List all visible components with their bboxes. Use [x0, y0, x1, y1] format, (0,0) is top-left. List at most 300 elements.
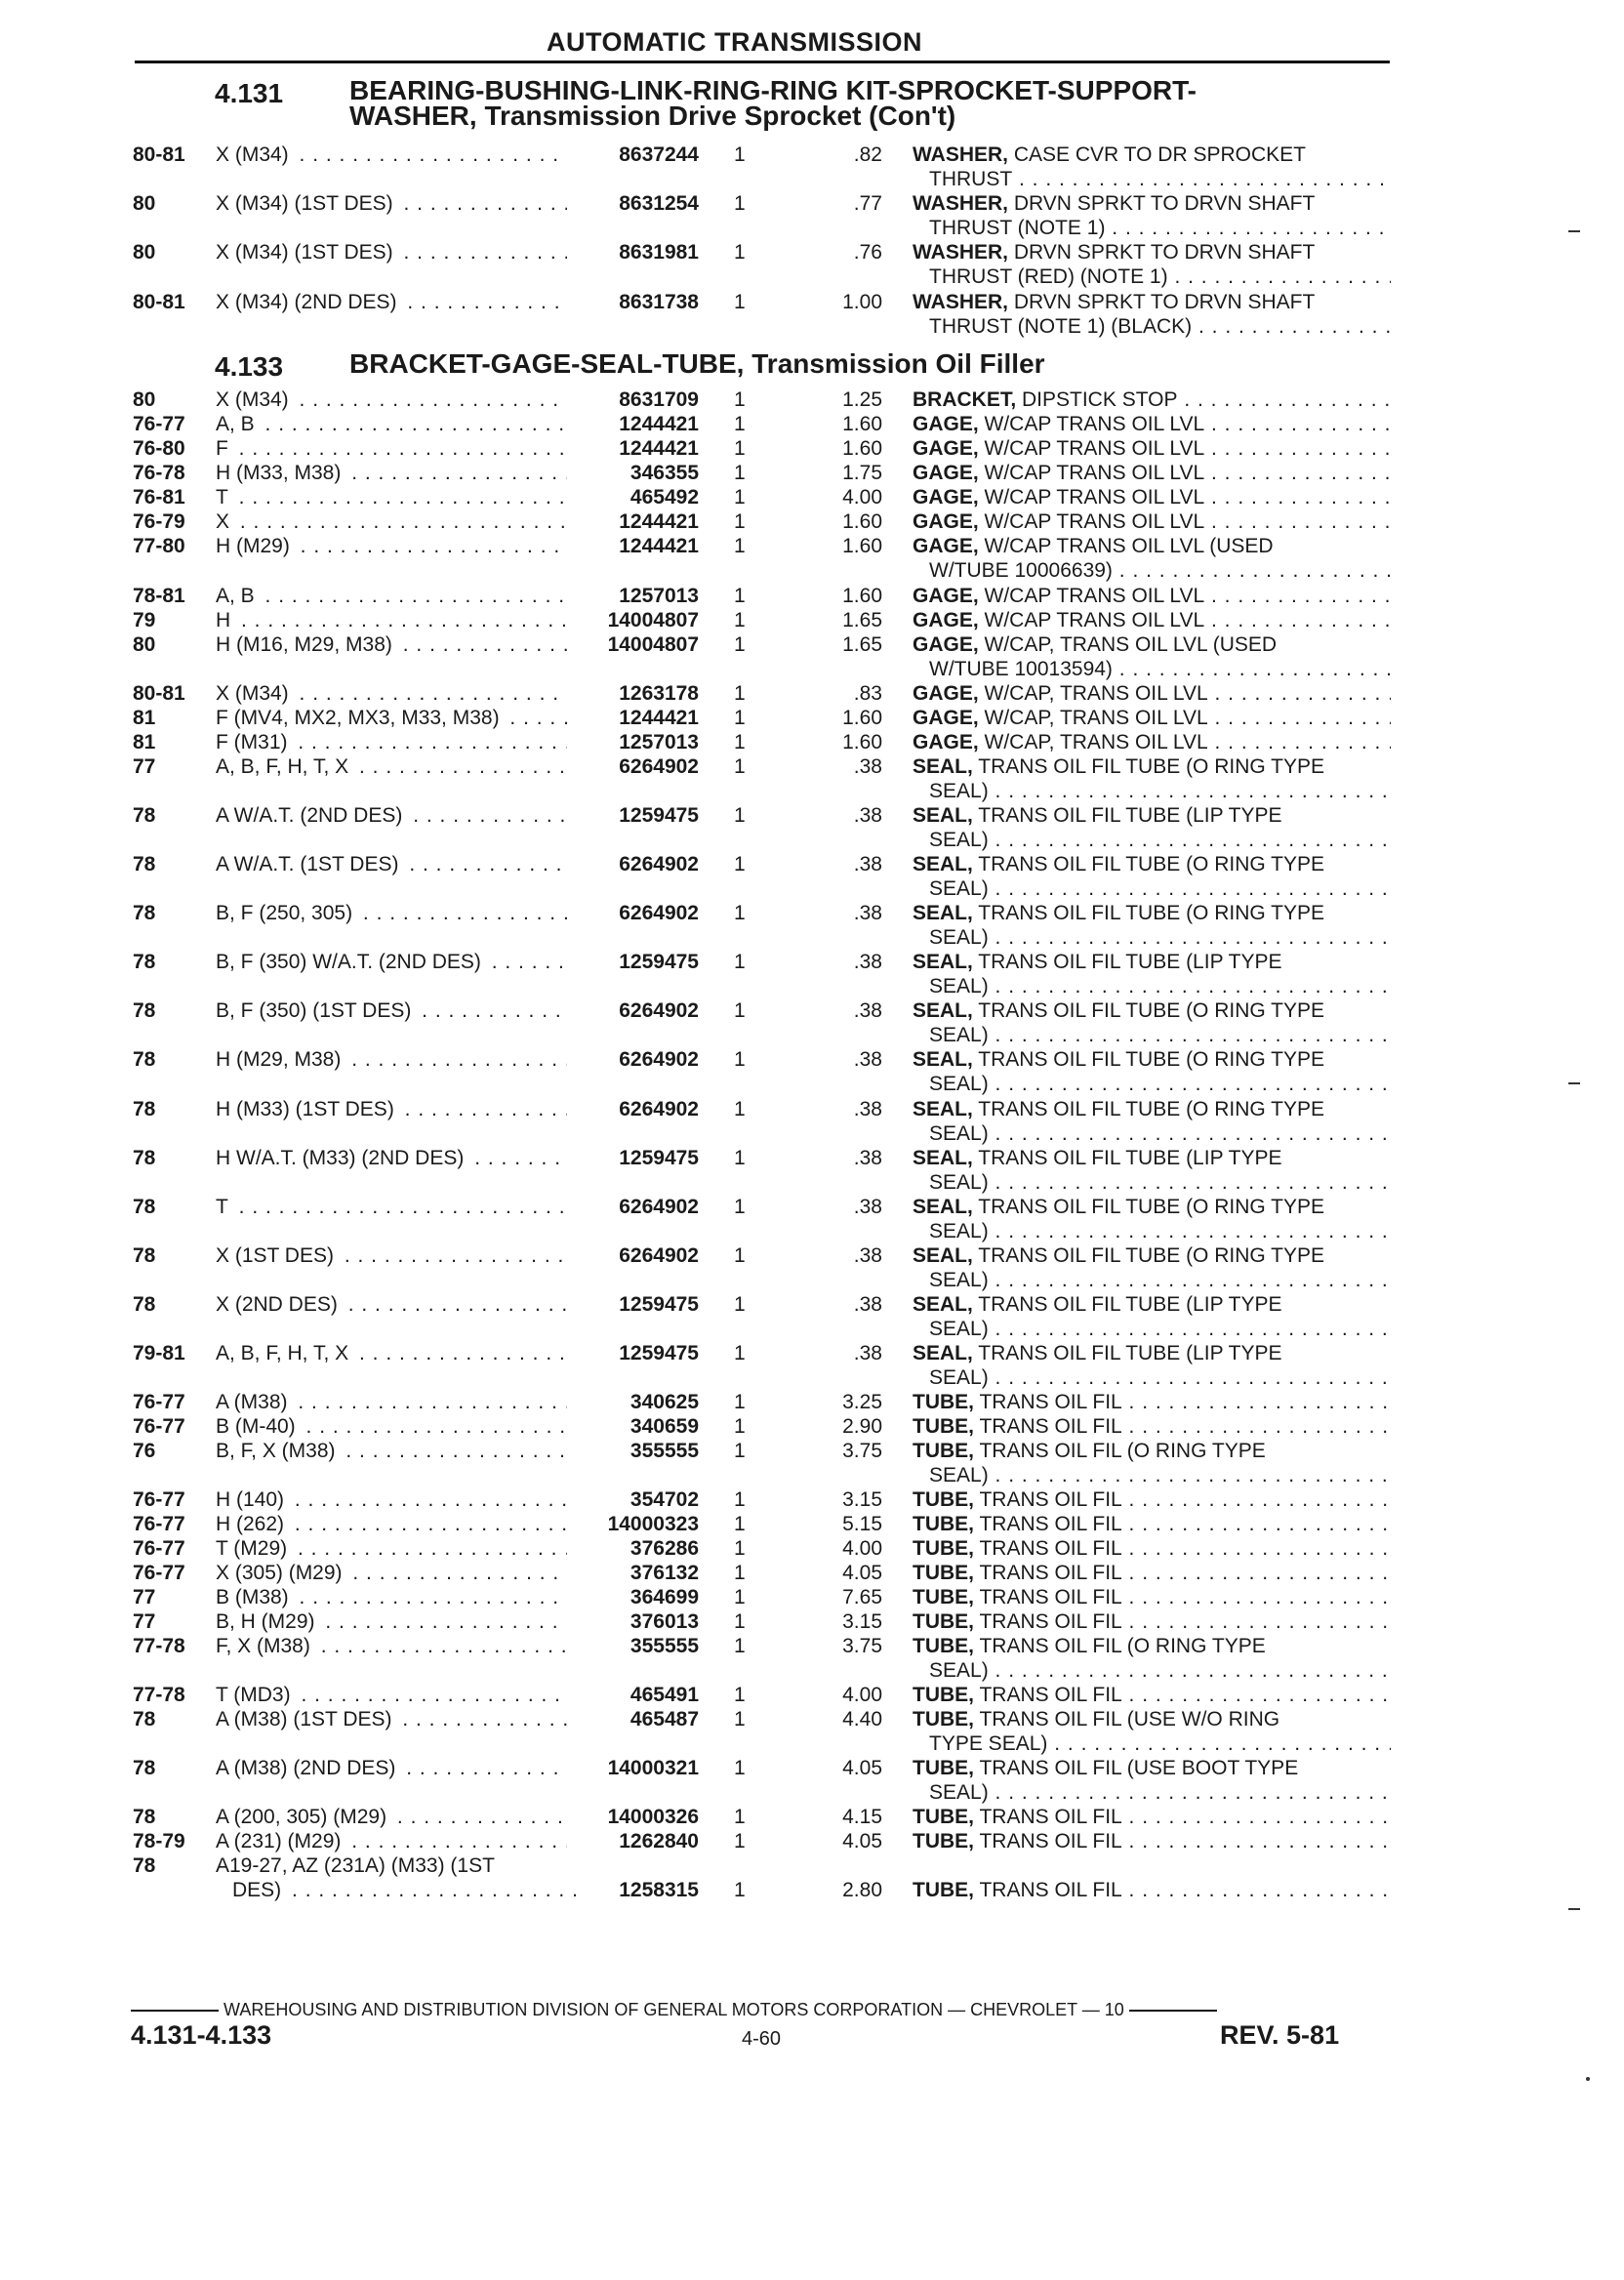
model-text: B, F (350) W/A.T. (2ND DES) — [216, 951, 485, 973]
model-cell — [216, 1561, 567, 1585]
model-cell — [216, 1414, 567, 1439]
year-cell: 76-77 — [133, 1391, 185, 1413]
description-keyword: TUBE, — [913, 1513, 974, 1535]
year-cell: 76-81 — [133, 486, 185, 509]
model-text: B (M38) — [216, 1586, 293, 1608]
description-text: DRVN SPRKT TO DRVN SHAFT — [1008, 241, 1316, 264]
description-line-continued: THRUST . . . — [913, 167, 1391, 191]
quantity-cell: 1 — [734, 1830, 746, 1852]
description-text: W/CAP, TRANS OIL LVL (USED — [978, 633, 1278, 656]
price-cell: 3.25 — [842, 1391, 882, 1413]
price-cell: .38 — [853, 999, 882, 1022]
description-text: TRANS OIL FIL — [974, 1488, 1122, 1511]
description-cell — [913, 461, 1391, 485]
year-cell: 76-77 — [133, 413, 185, 435]
description-text: DIPSTICK STOP — [1016, 388, 1178, 411]
section-title — [349, 348, 1045, 379]
description-cell — [913, 1292, 1391, 1341]
model-cell — [216, 681, 567, 706]
part-number-cell: 1259475 — [619, 951, 699, 973]
section-title-rest: Transmission Drive Sprocket (Con't) — [476, 101, 956, 131]
model-cell — [216, 1829, 567, 1853]
section-title-keyword: WASHER, — [349, 101, 477, 131]
description-cell — [913, 1097, 1391, 1146]
description-text: TRANS OIL FIL TUBE (LIP TYPE — [972, 804, 1282, 827]
part-number-cell: 340659 — [629, 1415, 699, 1438]
footer-section-range: 4.131-4.133 — [131, 2020, 272, 2050]
description-keyword: GAGE, — [913, 510, 979, 533]
year-cell: 78 — [133, 1098, 156, 1120]
year-cell: 80 — [133, 388, 156, 411]
price-cell: 2.90 — [842, 1415, 882, 1438]
model-text: X (M34) (1ST DES) — [216, 192, 397, 215]
quantity-cell: 1 — [734, 1488, 746, 1511]
description-keyword: TUBE, — [913, 1440, 974, 1462]
price-cell: 3.15 — [842, 1488, 882, 1511]
description-cell — [913, 1878, 1391, 1902]
description-line — [913, 1609, 1391, 1634]
description-line-continued: SEAL) . . . — [913, 779, 1391, 803]
quantity-cell: 1 — [734, 1293, 746, 1316]
model-text: X — [216, 510, 233, 533]
description-line — [913, 901, 1391, 925]
description-cell — [913, 1512, 1391, 1536]
description-cell — [913, 1756, 1391, 1805]
part-number-cell: 465487 — [629, 1708, 699, 1730]
description-keyword: SEAL, — [913, 1293, 973, 1316]
part-number-cell: 14004807 — [607, 609, 699, 631]
description-line — [913, 485, 1391, 509]
description-line — [913, 608, 1391, 632]
quantity-cell: 1 — [734, 1196, 746, 1218]
quantity-cell: 1 — [734, 437, 746, 460]
quantity-cell: 1 — [734, 731, 746, 753]
description-keyword: SEAL, — [913, 804, 973, 827]
description-line-continued: SEAL) . . . — [913, 1023, 1391, 1047]
model-text: X (M34) — [216, 143, 293, 166]
part-number-cell: 6264902 — [619, 1048, 699, 1071]
year-cell: 79-81 — [133, 1342, 185, 1364]
model-text: B (M-40) — [216, 1415, 300, 1438]
year-cell: 81 — [133, 731, 156, 753]
quantity-cell: 1 — [734, 755, 746, 778]
year-cell: 77-80 — [133, 535, 185, 557]
margin-dot — [1586, 2077, 1590, 2081]
model-cell — [216, 142, 567, 167]
description-text: TRANS OIL FIL TUBE (O RING TYPE — [972, 902, 1325, 924]
description-line-continued: THRUST (NOTE 1) (BLACK) . . . — [913, 314, 1391, 339]
part-number-cell: 1258315 — [619, 1879, 699, 1901]
price-cell: 1.65 — [842, 633, 882, 656]
part-number-cell: 376132 — [629, 1562, 699, 1584]
model-text: H (M33) (1ST DES) — [216, 1098, 398, 1120]
description-keyword: SEAL, — [913, 755, 973, 778]
model-cell — [216, 852, 567, 876]
model-cell — [216, 584, 567, 608]
footer-page-number: 4-60 — [742, 2028, 782, 2050]
model-text: F — [216, 437, 232, 460]
section-number: 4.133 — [215, 351, 284, 382]
part-number-cell: 1263178 — [619, 682, 699, 705]
description-keyword: SEAL, — [913, 853, 973, 875]
quantity-cell: 1 — [734, 510, 746, 533]
quantity-cell: 1 — [734, 1586, 746, 1608]
description-text: TRANS OIL FIL TUBE (LIP TYPE — [972, 1342, 1282, 1364]
model-text: B, F (250, 305) — [216, 902, 356, 924]
part-number-cell: 6264902 — [619, 999, 699, 1022]
model-text: H (140) — [216, 1488, 288, 1511]
model-text: T — [216, 486, 232, 509]
description-keyword: WASHER, — [913, 192, 1009, 215]
model-cell — [216, 485, 567, 509]
model-text: B, F (350) (1ST DES) — [216, 999, 415, 1022]
part-number-cell: 1244421 — [619, 437, 699, 460]
description-keyword: SEAL, — [913, 951, 973, 973]
description-keyword: TUBE, — [913, 1830, 974, 1852]
description-line-continued: W/TUBE 10006639) . . . — [913, 558, 1391, 583]
description-text: TRANS OIL FIL TUBE (O RING TYPE — [972, 1244, 1325, 1267]
description-line — [913, 852, 1391, 876]
quantity-cell: 1 — [734, 999, 746, 1022]
year-cell: 76-77 — [133, 1562, 185, 1584]
description-text: CASE CVR TO DR SPROCKET — [1008, 143, 1306, 166]
description-cell — [913, 632, 1391, 681]
description-line — [913, 1756, 1391, 1780]
part-number-cell: 1259475 — [619, 1147, 699, 1169]
model-text: X (2ND DES) — [216, 1293, 342, 1316]
description-cell — [913, 1414, 1391, 1439]
year-cell: 78 — [133, 1708, 156, 1730]
description-cell — [913, 142, 1391, 191]
model-text: H — [216, 609, 234, 631]
description-text: W/CAP TRANS OIL LVL — [978, 437, 1205, 460]
description-cell — [913, 901, 1391, 950]
price-cell: .38 — [853, 1048, 882, 1071]
description-cell — [913, 1341, 1391, 1390]
description-line — [913, 509, 1391, 534]
price-cell: 4.00 — [842, 1537, 882, 1560]
footer-division-text: WAREHOUSING AND DISTRIBUTION DIVISION OF GENERAL MOTORS CORPORATION — CHEVROLET — 10 — [223, 2000, 1124, 2019]
description-cell — [913, 436, 1391, 461]
description-cell — [913, 412, 1391, 436]
part-number-cell: 14000326 — [607, 1806, 699, 1828]
year-cell: 76-77 — [133, 1537, 185, 1560]
model-text: X (M34) — [216, 682, 293, 705]
price-cell: .38 — [853, 902, 882, 924]
description-cell — [913, 1609, 1391, 1634]
description-text: W/CAP, TRANS OIL LVL — [978, 731, 1208, 753]
quantity-cell: 1 — [734, 951, 746, 973]
quantity-cell: 1 — [734, 388, 746, 411]
year-cell: 78 — [133, 853, 156, 875]
description-text: TRANS OIL FIL TUBE (LIP TYPE — [972, 1147, 1282, 1169]
description-keyword: WASHER, — [913, 241, 1009, 264]
year-cell: 78 — [133, 999, 156, 1022]
description-keyword: WASHER, — [913, 291, 1009, 313]
footer-dash-right — [1129, 2010, 1217, 2012]
description-line — [913, 412, 1391, 436]
model-cell — [216, 1097, 567, 1121]
description-cell — [913, 1585, 1391, 1609]
description-keyword: GAGE, — [913, 462, 979, 484]
description-line — [913, 1097, 1391, 1121]
description-text: TRANS OIL FIL — [974, 1586, 1122, 1608]
model-cell — [216, 1512, 567, 1536]
description-line — [913, 1829, 1391, 1853]
model-cell — [216, 1047, 567, 1072]
year-cell: 77 — [133, 1586, 156, 1608]
description-line — [913, 681, 1391, 706]
price-cell: 2.80 — [842, 1879, 882, 1901]
description-text: W/CAP, TRANS OIL LVL — [978, 682, 1208, 705]
year-cell: 76-77 — [133, 1488, 185, 1511]
description-line — [913, 950, 1391, 974]
description-keyword: SEAL, — [913, 1196, 973, 1218]
model-cell — [216, 1341, 567, 1365]
description-cell — [913, 1829, 1391, 1853]
description-keyword: GAGE, — [913, 535, 979, 557]
description-cell — [913, 509, 1391, 534]
description-text: TRANS OIL FIL (O RING TYPE — [974, 1440, 1266, 1462]
part-number-cell: 1257013 — [619, 731, 699, 753]
price-cell: 1.60 — [842, 437, 882, 460]
description-line — [913, 754, 1391, 779]
quantity-cell: 1 — [734, 462, 746, 484]
price-cell: .38 — [853, 1098, 882, 1120]
part-number-cell: 8631738 — [619, 291, 699, 313]
year-cell: 76-77 — [133, 1513, 185, 1535]
description-line-continued: THRUST (NOTE 1) . . . — [913, 216, 1391, 240]
part-number-cell: 14000321 — [607, 1757, 699, 1779]
model-text: F, X (M38) — [216, 1635, 314, 1657]
description-text: TRANS OIL FIL TUBE (O RING TYPE — [972, 755, 1325, 778]
description-cell — [913, 754, 1391, 803]
price-cell: 4.05 — [842, 1757, 882, 1779]
description-keyword: GAGE, — [913, 609, 979, 631]
description-line — [913, 1683, 1391, 1707]
description-text: TRANS OIL FIL — [974, 1806, 1122, 1828]
description-keyword: WASHER, — [913, 143, 1009, 166]
price-cell: .38 — [853, 755, 882, 778]
description-cell — [913, 1805, 1391, 1829]
part-number-cell: 376286 — [629, 1537, 699, 1560]
description-cell — [913, 1561, 1391, 1585]
description-text: W/CAP TRANS OIL LVL — [978, 486, 1205, 509]
description-text: TRANS OIL FIL — [974, 1879, 1122, 1901]
year-cell: 81 — [133, 707, 156, 729]
description-cell — [913, 485, 1391, 509]
model-cell — [216, 632, 567, 657]
part-number-cell: 8637244 — [619, 143, 699, 166]
model-cell — [216, 1195, 567, 1219]
price-cell: 4.05 — [842, 1830, 882, 1852]
description-cell — [913, 387, 1391, 412]
description-line — [913, 730, 1391, 754]
description-keyword: SEAL, — [913, 1098, 973, 1120]
description-line-continued: W/TUBE 10013594) . . . — [913, 657, 1391, 681]
description-line-continued: SEAL) . . . — [913, 925, 1391, 950]
description-line — [913, 387, 1391, 412]
description-line-continued: SEAL) . . . — [913, 1072, 1391, 1096]
year-cell: 77-78 — [133, 1635, 185, 1657]
description-line-continued: SEAL) . . . — [913, 828, 1391, 852]
description-line — [913, 1243, 1391, 1268]
description-line-continued: SEAL) . . . — [913, 974, 1391, 998]
year-cell: 78 — [133, 951, 156, 973]
description-line — [913, 1487, 1391, 1512]
model-cell — [216, 706, 567, 730]
header-rule — [135, 61, 1390, 63]
description-cell — [913, 998, 1391, 1047]
part-number-cell: 6264902 — [619, 853, 699, 875]
quantity-cell: 1 — [734, 535, 746, 557]
description-text: TRANS OIL FIL — [974, 1830, 1122, 1852]
model-cell — [216, 534, 567, 558]
description-text: W/CAP, TRANS OIL LVL — [978, 707, 1208, 729]
year-cell: 78 — [133, 804, 156, 827]
model-text: A (M38) — [216, 1391, 292, 1413]
price-cell: 1.25 — [842, 388, 882, 411]
price-cell: 1.60 — [842, 535, 882, 557]
description-text: W/CAP TRANS OIL LVL — [978, 585, 1205, 607]
model-cell — [216, 1805, 567, 1829]
model-cell — [216, 1683, 567, 1707]
quantity-cell: 1 — [734, 1048, 746, 1071]
price-cell: 4.15 — [842, 1806, 882, 1828]
description-line — [913, 1561, 1391, 1585]
description-cell — [913, 608, 1391, 632]
model-cell — [216, 901, 567, 925]
description-line — [913, 290, 1391, 314]
description-line-continued: SEAL) . . . — [913, 1780, 1391, 1805]
description-keyword: TUBE, — [913, 1684, 974, 1706]
footer-division-line — [131, 2000, 1388, 2020]
footer-dash-left — [131, 2010, 219, 2012]
price-cell: .38 — [853, 1244, 882, 1267]
description-text: TRANS OIL FIL — [974, 1562, 1122, 1584]
year-cell: 77-78 — [133, 1684, 185, 1706]
section-title-line-1: BEARING-BUSHING-LINK-RING-RING KIT-SPROCKET-SUPPORT- — [349, 75, 1197, 105]
description-text: TRANS OIL FIL — [974, 1610, 1122, 1633]
description-line-continued: THRUST (RED) (NOTE 1) . . . — [913, 265, 1391, 289]
description-cell — [913, 1047, 1391, 1096]
margin-mark — [1568, 230, 1580, 232]
price-cell: 1.65 — [842, 609, 882, 631]
description-keyword: TUBE, — [913, 1562, 974, 1584]
description-line — [913, 1390, 1391, 1414]
price-cell: 1.60 — [842, 413, 882, 435]
price-cell: .82 — [853, 143, 882, 166]
quantity-cell: 1 — [734, 1879, 746, 1901]
quantity-cell: 1 — [734, 1684, 746, 1706]
quantity-cell: 1 — [734, 585, 746, 607]
price-cell: .83 — [853, 682, 882, 705]
quantity-cell: 1 — [734, 1147, 746, 1169]
model-text: H (M33, M38) — [216, 462, 345, 484]
price-cell: 1.00 — [842, 291, 882, 313]
part-number-cell: 346355 — [629, 462, 699, 484]
part-number-cell: 364699 — [629, 1586, 699, 1608]
model-text: B, F, X (M38) — [216, 1440, 340, 1462]
part-number-cell: 8631709 — [619, 388, 699, 411]
description-cell — [913, 1536, 1391, 1561]
description-keyword: SEAL, — [913, 1244, 973, 1267]
model-text: A (M38) (2ND DES) — [216, 1757, 399, 1779]
price-cell: 5.15 — [842, 1513, 882, 1535]
model-text: A (231) (M29) — [216, 1830, 345, 1852]
year-cell: 80-81 — [133, 143, 185, 166]
page-header-title: AUTOMATIC TRANSMISSION — [547, 27, 922, 57]
model-cell — [216, 1487, 567, 1512]
model-cell — [216, 412, 567, 436]
quantity-cell: 1 — [734, 633, 746, 656]
section-title-line-2 — [349, 103, 1197, 129]
quantity-cell: 1 — [734, 1806, 746, 1828]
description-text: TRANS OIL FIL TUBE (O RING TYPE — [972, 1048, 1325, 1071]
description-line-continued: SEAL) . . . — [913, 1463, 1391, 1487]
model-text: X (305) (M29) — [216, 1562, 346, 1584]
description-keyword: TUBE, — [913, 1415, 974, 1438]
model-cell — [216, 1634, 567, 1658]
model-cell — [216, 1853, 567, 1878]
model-cell — [216, 1707, 567, 1731]
model-text: X (1ST DES) — [216, 1244, 338, 1267]
description-line — [913, 1585, 1391, 1609]
model-cell — [216, 1243, 567, 1268]
year-cell: 78 — [133, 1196, 156, 1218]
description-cell — [913, 1195, 1391, 1243]
description-line — [913, 1439, 1391, 1463]
description-line-continued: SEAL) . . . — [913, 1317, 1391, 1341]
description-line-continued: SEAL) . . . — [913, 1219, 1391, 1243]
description-keyword: SEAL, — [913, 1342, 973, 1364]
quantity-cell: 1 — [734, 1708, 746, 1730]
price-cell: 7.65 — [842, 1586, 882, 1608]
model-text: X (M34) (2ND DES) — [216, 291, 401, 313]
model-text: F (M31) — [216, 731, 292, 753]
description-cell — [913, 240, 1391, 289]
description-line — [913, 240, 1391, 265]
description-line — [913, 1195, 1391, 1219]
description-line — [913, 1512, 1391, 1536]
description-cell — [913, 1439, 1391, 1487]
part-number-cell: 1244421 — [619, 707, 699, 729]
model-text: A (M38) (1ST DES) — [216, 1708, 396, 1730]
description-keyword: SEAL, — [913, 902, 973, 924]
model-text: A, B, F, H, T, X — [216, 755, 352, 778]
quantity-cell: 1 — [734, 1415, 746, 1438]
model-text: A, B — [216, 585, 259, 607]
description-cell — [913, 534, 1391, 583]
price-cell: .38 — [853, 853, 882, 875]
footer-revision: REV. 5-81 — [1220, 2020, 1340, 2050]
quantity-cell: 1 — [734, 1537, 746, 1560]
model-cell — [216, 290, 567, 314]
price-cell: .38 — [853, 1147, 882, 1169]
part-number-cell: 340625 — [629, 1391, 699, 1413]
description-keyword: TUBE, — [913, 1391, 974, 1413]
price-cell: 4.00 — [842, 486, 882, 509]
year-cell: 78-79 — [133, 1830, 185, 1852]
quantity-cell: 1 — [734, 804, 746, 827]
price-cell: 3.15 — [842, 1610, 882, 1633]
description-cell — [913, 290, 1391, 339]
quantity-cell: 1 — [734, 1098, 746, 1120]
description-text: TRANS OIL FIL TUBE (O RING TYPE — [972, 1098, 1325, 1120]
price-cell: 3.75 — [842, 1635, 882, 1657]
year-cell: 76-80 — [133, 437, 185, 460]
year-cell: 78 — [133, 1854, 156, 1877]
